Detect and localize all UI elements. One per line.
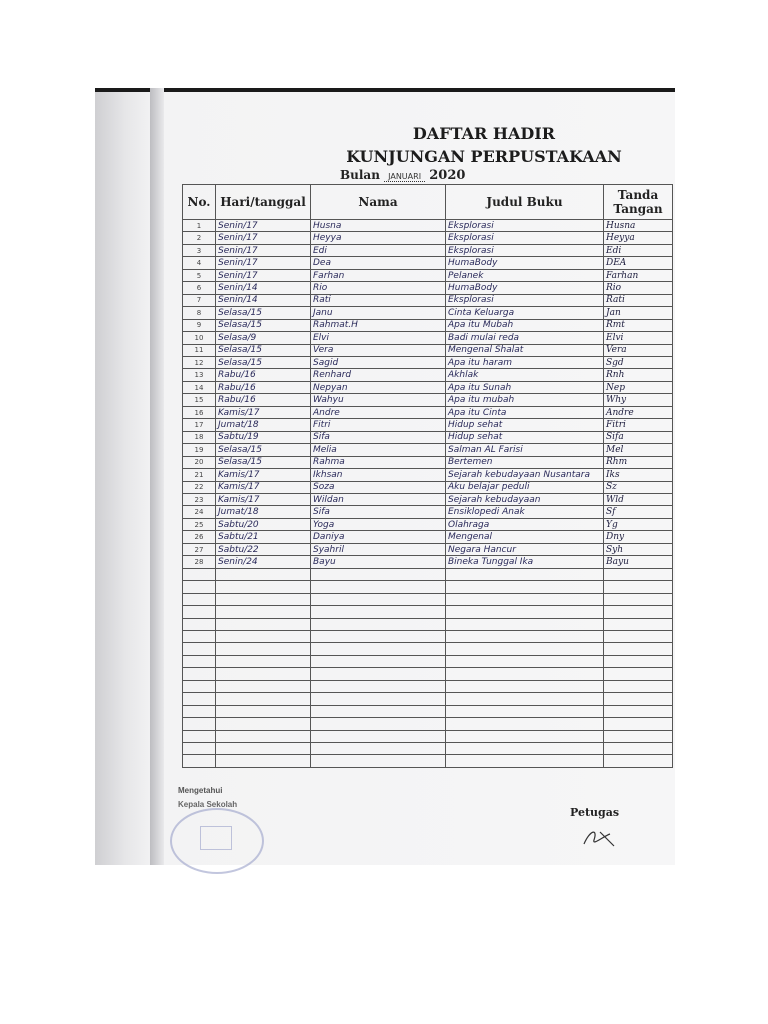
mengetahui-label: Mengetahui	[178, 786, 223, 795]
cell-no	[183, 668, 216, 680]
cell-tanda-tangan	[604, 668, 673, 680]
cell-nama: Rahmat.H	[311, 319, 446, 331]
cell-no: 8	[183, 307, 216, 319]
cell-hari-tanggal: Sabtu/20	[216, 518, 311, 530]
cell-no: 1	[183, 220, 216, 232]
cell-no: 6	[183, 282, 216, 294]
cell-no: 26	[183, 531, 216, 543]
cell-nama	[311, 743, 446, 755]
cell-tanda-tangan: Why	[604, 394, 673, 406]
cell-tanda-tangan: Rio	[604, 282, 673, 294]
cell-hari-tanggal: Selasa/15	[216, 444, 311, 456]
cell-no: 25	[183, 518, 216, 530]
month-label: Bulan	[340, 168, 380, 182]
table-row	[183, 307, 673, 319]
cell-judul-buku	[446, 655, 604, 667]
cell-no	[183, 743, 216, 755]
cell-judul-buku: Eksplorasi	[446, 220, 604, 232]
cell-nama	[311, 730, 446, 742]
cell-nama: Rio	[311, 282, 446, 294]
cell-nama: Wildan	[311, 493, 446, 505]
cell-tanda-tangan	[604, 655, 673, 667]
cell-hari-tanggal: Senin/17	[216, 269, 311, 281]
cell-tanda-tangan	[604, 581, 673, 593]
cell-nama: Edi	[311, 244, 446, 256]
col-nama: Nama	[311, 185, 446, 220]
cell-no	[183, 693, 216, 705]
cell-nama: Heyya	[311, 232, 446, 244]
cell-tanda-tangan: Mel	[604, 444, 673, 456]
cell-judul-buku: Apa itu Sunah	[446, 381, 604, 393]
table-row	[183, 506, 673, 518]
cell-judul-buku: Cinta Keluarga	[446, 307, 604, 319]
table-body	[183, 220, 673, 768]
table-row	[183, 419, 673, 431]
cell-no: 28	[183, 556, 216, 568]
table-row	[183, 493, 673, 505]
cell-tanda-tangan	[604, 718, 673, 730]
cell-judul-buku: Pelanek	[446, 269, 604, 281]
cell-judul-buku	[446, 643, 604, 655]
table-row	[183, 556, 673, 568]
cell-no: 18	[183, 431, 216, 443]
cell-no: 2	[183, 232, 216, 244]
cell-no: 19	[183, 444, 216, 456]
table-row	[183, 606, 673, 618]
table-row	[183, 693, 673, 705]
kepala-sekolah-label: Kepala Sekolah	[178, 800, 238, 809]
year-value: 2020	[429, 168, 466, 183]
cell-judul-buku: Sejarah kebudayaan	[446, 493, 604, 505]
cell-nama	[311, 630, 446, 642]
cell-hari-tanggal	[216, 693, 311, 705]
cell-no	[183, 581, 216, 593]
cell-hari-tanggal	[216, 730, 311, 742]
cell-judul-buku: Apa itu Mubah	[446, 319, 604, 331]
attendance-table	[182, 184, 673, 768]
cell-nama: Rati	[311, 294, 446, 306]
cell-tanda-tangan: Yg	[604, 518, 673, 530]
cell-hari-tanggal: Senin/17	[216, 232, 311, 244]
cell-tanda-tangan: Edi	[604, 244, 673, 256]
cell-no: 9	[183, 319, 216, 331]
cell-no	[183, 730, 216, 742]
cell-judul-buku: HumaBody	[446, 282, 604, 294]
cell-hari-tanggal: Senin/14	[216, 294, 311, 306]
cell-judul-buku: Eksplorasi	[446, 232, 604, 244]
table-row	[183, 294, 673, 306]
cell-no: 24	[183, 506, 216, 518]
cell-tanda-tangan	[604, 693, 673, 705]
cell-hari-tanggal: Selasa/15	[216, 456, 311, 468]
cell-hari-tanggal	[216, 593, 311, 605]
cell-tanda-tangan	[604, 568, 673, 580]
cell-tanda-tangan: Sz	[604, 481, 673, 493]
table-row	[183, 718, 673, 730]
cell-hari-tanggal: Kamis/17	[216, 406, 311, 418]
cell-nama	[311, 693, 446, 705]
cell-nama: Sifa	[311, 431, 446, 443]
table-row	[183, 543, 673, 555]
table-row	[183, 680, 673, 692]
cell-tanda-tangan: Heyya	[604, 232, 673, 244]
cell-hari-tanggal	[216, 581, 311, 593]
cell-nama: Melia	[311, 444, 446, 456]
table-row	[183, 630, 673, 642]
cell-judul-buku	[446, 581, 604, 593]
table-row	[183, 456, 673, 468]
cell-nama	[311, 655, 446, 667]
page-margin	[0, 88, 95, 865]
cell-nama: Elvi	[311, 332, 446, 344]
cell-nama: Janu	[311, 307, 446, 319]
cell-tanda-tangan: Rnh	[604, 369, 673, 381]
cell-tanda-tangan: Jan	[604, 307, 673, 319]
table-row	[183, 518, 673, 530]
cell-hari-tanggal: Selasa/15	[216, 356, 311, 368]
cell-nama	[311, 618, 446, 630]
cell-nama: Andre	[311, 406, 446, 418]
cell-hari-tanggal: Senin/17	[216, 244, 311, 256]
cell-judul-buku	[446, 618, 604, 630]
cell-judul-buku	[446, 718, 604, 730]
cell-nama: Yoga	[311, 518, 446, 530]
table-row	[183, 444, 673, 456]
cell-no: 20	[183, 456, 216, 468]
cell-no: 14	[183, 381, 216, 393]
cell-no: 16	[183, 406, 216, 418]
cell-nama: Bayu	[311, 556, 446, 568]
cell-no	[183, 718, 216, 730]
table-row	[183, 406, 673, 418]
cell-tanda-tangan	[604, 730, 673, 742]
cell-tanda-tangan	[604, 618, 673, 630]
table-row	[183, 244, 673, 256]
cell-judul-buku: Apa itu mubah	[446, 394, 604, 406]
cell-tanda-tangan	[604, 743, 673, 755]
cell-nama: Rahma	[311, 456, 446, 468]
table-row	[183, 381, 673, 393]
cell-nama: Fitri	[311, 419, 446, 431]
cell-nama: Sagid	[311, 356, 446, 368]
cell-judul-buku: Negara Hancur	[446, 543, 604, 555]
cell-no	[183, 568, 216, 580]
table-row	[183, 282, 673, 294]
cell-no	[183, 593, 216, 605]
cell-nama: Sifa	[311, 506, 446, 518]
cell-judul-buku: Apa itu haram	[446, 356, 604, 368]
table-row	[183, 369, 673, 381]
month-line	[340, 168, 465, 183]
cell-hari-tanggal: Selasa/15	[216, 319, 311, 331]
cell-tanda-tangan: DEA	[604, 257, 673, 269]
cell-tanda-tangan: Dny	[604, 531, 673, 543]
cell-no: 12	[183, 356, 216, 368]
cell-hari-tanggal: Jumat/18	[216, 419, 311, 431]
cell-tanda-tangan: Andre	[604, 406, 673, 418]
cell-hari-tanggal	[216, 680, 311, 692]
table-row	[183, 344, 673, 356]
cell-no	[183, 630, 216, 642]
cell-judul-buku: Mengenal Shalat	[446, 344, 604, 356]
cell-nama: Wahyu	[311, 394, 446, 406]
cell-hari-tanggal	[216, 568, 311, 580]
cell-judul-buku: HumaBody	[446, 257, 604, 269]
cell-nama: Farhan	[311, 269, 446, 281]
cell-tanda-tangan	[604, 593, 673, 605]
table-row	[183, 356, 673, 368]
cell-no: 21	[183, 469, 216, 481]
cell-hari-tanggal: Rabu/16	[216, 394, 311, 406]
cell-tanda-tangan: Wld	[604, 493, 673, 505]
cell-judul-buku: Hidup sehat	[446, 431, 604, 443]
cell-judul-buku: Bertemen	[446, 456, 604, 468]
cell-tanda-tangan	[604, 680, 673, 692]
cell-nama: Husna	[311, 220, 446, 232]
cell-no	[183, 655, 216, 667]
cell-hari-tanggal: Senin/17	[216, 257, 311, 269]
cell-no: 5	[183, 269, 216, 281]
cell-hari-tanggal	[216, 755, 311, 768]
cell-nama: Renhard	[311, 369, 446, 381]
table-row	[183, 668, 673, 680]
cell-tanda-tangan	[604, 755, 673, 768]
col-judul-buku: Judul Buku	[446, 185, 604, 220]
table-row	[183, 431, 673, 443]
cell-hari-tanggal	[216, 668, 311, 680]
cell-hari-tanggal	[216, 618, 311, 630]
cell-judul-buku	[446, 680, 604, 692]
cell-tanda-tangan	[604, 606, 673, 618]
cell-no	[183, 606, 216, 618]
cell-nama: Daniya	[311, 531, 446, 543]
cell-judul-buku	[446, 568, 604, 580]
cell-nama: Vera	[311, 344, 446, 356]
cell-no	[183, 618, 216, 630]
cell-nama	[311, 568, 446, 580]
cell-tanda-tangan: Elvi	[604, 332, 673, 344]
cell-judul-buku	[446, 705, 604, 717]
cell-no: 11	[183, 344, 216, 356]
cell-tanda-tangan: Husna	[604, 220, 673, 232]
cell-tanda-tangan: Syh	[604, 543, 673, 555]
cell-no	[183, 705, 216, 717]
table-row	[183, 618, 673, 630]
cell-judul-buku: Ensiklopedi Anak	[446, 506, 604, 518]
cell-hari-tanggal	[216, 743, 311, 755]
table-row	[183, 394, 673, 406]
cell-nama	[311, 680, 446, 692]
cell-judul-buku	[446, 755, 604, 768]
cell-hari-tanggal: Senin/14	[216, 282, 311, 294]
cell-judul-buku	[446, 668, 604, 680]
cell-tanda-tangan: Sifa	[604, 431, 673, 443]
cell-hari-tanggal	[216, 718, 311, 730]
cell-judul-buku	[446, 606, 604, 618]
cell-nama: Nepyan	[311, 381, 446, 393]
table-row	[183, 469, 673, 481]
cell-hari-tanggal: Sabtu/22	[216, 543, 311, 555]
cell-tanda-tangan	[604, 643, 673, 655]
cell-hari-tanggal: Sabtu/21	[216, 531, 311, 543]
cell-no: 10	[183, 332, 216, 344]
cell-tanda-tangan: Rati	[604, 294, 673, 306]
cell-hari-tanggal	[216, 643, 311, 655]
cell-tanda-tangan: Rmt	[604, 319, 673, 331]
cell-judul-buku: Eksplorasi	[446, 244, 604, 256]
cell-judul-buku: Salman AL Farisi	[446, 444, 604, 456]
cell-hari-tanggal	[216, 705, 311, 717]
cell-nama	[311, 705, 446, 717]
cell-judul-buku: Akhlak	[446, 369, 604, 381]
cell-no: 27	[183, 543, 216, 555]
cell-no: 17	[183, 419, 216, 431]
table-row	[183, 481, 673, 493]
table-header-row	[183, 185, 673, 220]
cell-hari-tanggal: Jumat/18	[216, 506, 311, 518]
cell-tanda-tangan	[604, 705, 673, 717]
cell-hari-tanggal: Kamis/17	[216, 481, 311, 493]
table-row	[183, 655, 673, 667]
cell-judul-buku	[446, 630, 604, 642]
cell-nama	[311, 718, 446, 730]
col-no: No.	[183, 185, 216, 220]
page-fold	[150, 88, 164, 865]
cell-judul-buku: Aku belajar peduli	[446, 481, 604, 493]
cell-tanda-tangan: Bayu	[604, 556, 673, 568]
cell-hari-tanggal	[216, 655, 311, 667]
cell-nama	[311, 755, 446, 768]
cell-no: 4	[183, 257, 216, 269]
month-value: JANUARI	[384, 172, 425, 182]
table-row	[183, 568, 673, 580]
table-row	[183, 269, 673, 281]
cell-judul-buku: Bineka Tunggal Ika	[446, 556, 604, 568]
cell-hari-tanggal: Selasa/15	[216, 307, 311, 319]
cell-nama: Soza	[311, 481, 446, 493]
petugas-signature-icon	[580, 826, 620, 850]
cell-tanda-tangan: Iks	[604, 469, 673, 481]
cell-no	[183, 755, 216, 768]
cell-hari-tanggal	[216, 606, 311, 618]
cell-nama: Dea	[311, 257, 446, 269]
petugas-label: Petugas	[570, 806, 620, 819]
cell-tanda-tangan: Sf	[604, 506, 673, 518]
cell-nama: Ikhsan	[311, 469, 446, 481]
document-subtitle: KUNJUNGAN PERPUSTAKAAN	[346, 147, 622, 166]
cell-hari-tanggal: Kamis/17	[216, 469, 311, 481]
table-row	[183, 743, 673, 755]
cell-judul-buku: Mengenal	[446, 531, 604, 543]
cell-hari-tanggal: Sabtu/19	[216, 431, 311, 443]
cell-tanda-tangan: Sgd	[604, 356, 673, 368]
cell-judul-buku: Apa itu Cinta	[446, 406, 604, 418]
table-row	[183, 319, 673, 331]
cell-tanda-tangan: Vera	[604, 344, 673, 356]
cell-judul-buku: Eksplorasi	[446, 294, 604, 306]
seal-emblem-icon	[200, 826, 232, 850]
cell-judul-buku	[446, 693, 604, 705]
col-tanda-tangan: Tanda Tangan	[604, 185, 673, 220]
cell-judul-buku	[446, 593, 604, 605]
table-row	[183, 755, 673, 768]
cell-hari-tanggal: Selasa/9	[216, 332, 311, 344]
cell-judul-buku	[446, 730, 604, 742]
cell-hari-tanggal	[216, 630, 311, 642]
cell-tanda-tangan: Fitri	[604, 419, 673, 431]
cell-no: 22	[183, 481, 216, 493]
cell-hari-tanggal: Rabu/16	[216, 369, 311, 381]
cell-judul-buku: Sejarah kebudayaan Nusantara	[446, 469, 604, 481]
col-hari-tanggal: Hari/tanggal	[216, 185, 311, 220]
cell-judul-buku: Olahraga	[446, 518, 604, 530]
table-row	[183, 220, 673, 232]
table-row	[183, 232, 673, 244]
table-row	[183, 643, 673, 655]
cell-hari-tanggal: Rabu/16	[216, 381, 311, 393]
cell-no: 3	[183, 244, 216, 256]
cell-judul-buku	[446, 743, 604, 755]
cell-nama	[311, 643, 446, 655]
cell-tanda-tangan	[604, 630, 673, 642]
document-title: DAFTAR HADIR	[412, 124, 556, 143]
cell-nama	[311, 593, 446, 605]
table-row	[183, 593, 673, 605]
cell-no	[183, 643, 216, 655]
cell-tanda-tangan: Farhan	[604, 269, 673, 281]
cell-no: 13	[183, 369, 216, 381]
cell-nama	[311, 606, 446, 618]
cell-nama	[311, 668, 446, 680]
table-row	[183, 730, 673, 742]
table-row	[183, 257, 673, 269]
cell-hari-tanggal: Kamis/17	[216, 493, 311, 505]
cell-judul-buku: Badi mulai reda	[446, 332, 604, 344]
cell-tanda-tangan: Nep	[604, 381, 673, 393]
cell-hari-tanggal: Senin/24	[216, 556, 311, 568]
table-row	[183, 531, 673, 543]
cell-no: 15	[183, 394, 216, 406]
table-row	[183, 581, 673, 593]
cell-nama: Syahril	[311, 543, 446, 555]
cell-no: 23	[183, 493, 216, 505]
cell-no: 7	[183, 294, 216, 306]
cell-judul-buku: Hidup sehat	[446, 419, 604, 431]
cell-hari-tanggal: Senin/17	[216, 220, 311, 232]
table-row	[183, 705, 673, 717]
cell-tanda-tangan: Rhm	[604, 456, 673, 468]
table-row	[183, 332, 673, 344]
cell-hari-tanggal: Selasa/15	[216, 344, 311, 356]
cell-nama	[311, 581, 446, 593]
cell-no	[183, 680, 216, 692]
